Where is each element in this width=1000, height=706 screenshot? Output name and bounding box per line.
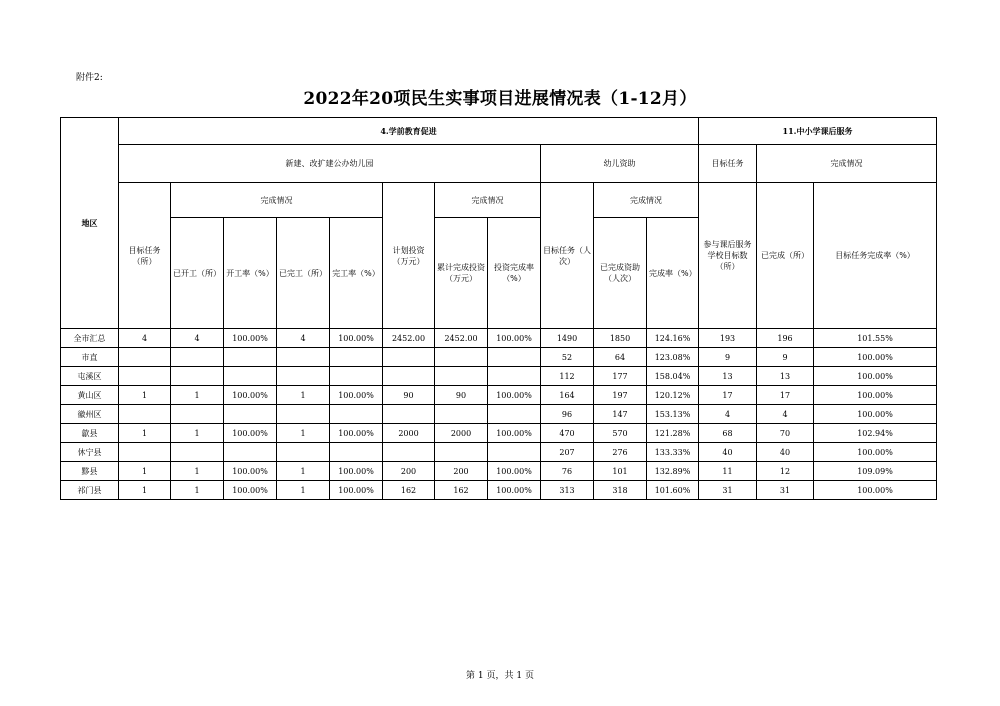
header-start-rate: 开工率（%） — [224, 218, 277, 329]
table-cell: 13 — [699, 367, 757, 386]
header-plan-invest: 计划投资（万元） — [383, 183, 435, 329]
table-cell: 100.00% — [330, 329, 383, 348]
table-cell: 318 — [594, 481, 647, 500]
table-cell — [383, 443, 435, 462]
table-cell: 40 — [757, 443, 814, 462]
table-cell: 1 — [119, 424, 171, 443]
table-cell: 120.12% — [647, 386, 699, 405]
table-cell: 153.13% — [647, 405, 699, 424]
cell-region: 黄山区 — [61, 386, 119, 405]
table-cell: 1850 — [594, 329, 647, 348]
table-cell — [488, 348, 541, 367]
table-cell: 124.16% — [647, 329, 699, 348]
cell-region: 徽州区 — [61, 405, 119, 424]
table-row — [61, 329, 937, 348]
header-finish-rate: 完工率（%） — [330, 218, 383, 329]
table-cell — [383, 348, 435, 367]
table-cell — [119, 367, 171, 386]
table-cell: 100.00% — [488, 424, 541, 443]
table-cell: 100.00% — [330, 481, 383, 500]
table-cell: 197 — [594, 386, 647, 405]
table-cell: 4 — [699, 405, 757, 424]
table-cell: 4 — [119, 329, 171, 348]
table-cell: 1 — [119, 462, 171, 481]
header-child-aid: 幼儿资助 — [541, 145, 699, 183]
table-cell — [330, 367, 383, 386]
table-cell — [277, 405, 330, 424]
cell-region: 休宁县 — [61, 443, 119, 462]
table-cell: 100.00% — [488, 481, 541, 500]
table-row — [61, 481, 937, 500]
header-region: 地区 — [61, 118, 119, 329]
table-cell — [171, 443, 224, 462]
table-cell: 2000 — [383, 424, 435, 443]
table-cell: 1 — [171, 481, 224, 500]
table-cell: 1 — [171, 424, 224, 443]
table-row — [61, 405, 937, 424]
table-cell — [435, 405, 488, 424]
table-cell: 133.33% — [647, 443, 699, 462]
table-cell: 52 — [541, 348, 594, 367]
table-cell — [330, 405, 383, 424]
table-cell — [488, 367, 541, 386]
page-title: 2022年20项民生实事项目进展情况表（1-12月） — [303, 89, 697, 109]
table-cell: 1 — [119, 481, 171, 500]
table-cell: 121.28% — [647, 424, 699, 443]
table-cell: 40 — [699, 443, 757, 462]
table-cell: 100.00% — [814, 367, 937, 386]
table-cell: 2000 — [435, 424, 488, 443]
table-cell: 276 — [594, 443, 647, 462]
table-cell — [277, 443, 330, 462]
header-kindergarten-target: 目标任务（所） — [119, 183, 171, 329]
table-cell — [435, 348, 488, 367]
table-cell — [224, 405, 277, 424]
header-group-preschool: 4.学前教育促进 — [119, 118, 699, 145]
table-cell: 100.00% — [814, 348, 937, 367]
table-cell: 100.00% — [814, 405, 937, 424]
table-row — [61, 348, 937, 367]
table-cell: 96 — [541, 405, 594, 424]
table-cell: 100.00% — [814, 443, 937, 462]
table-cell: 2452.00 — [435, 329, 488, 348]
table-cell — [171, 405, 224, 424]
table-row — [61, 367, 937, 386]
table-row — [61, 462, 937, 481]
table-row — [61, 443, 937, 462]
table-cell: 1 — [171, 386, 224, 405]
table-cell — [119, 348, 171, 367]
table-cell: 193 — [699, 329, 757, 348]
header-afterschool-target: 目标任务 — [699, 145, 757, 183]
table-cell: 100.00% — [330, 424, 383, 443]
table-cell — [488, 405, 541, 424]
table-cell: 200 — [435, 462, 488, 481]
header-aid-rate: 完成率（%） — [647, 218, 699, 329]
table-cell: 147 — [594, 405, 647, 424]
table-cell: 100.00% — [488, 462, 541, 481]
table-row — [61, 424, 937, 443]
table-cell — [488, 443, 541, 462]
table-cell — [435, 443, 488, 462]
table-cell: 17 — [699, 386, 757, 405]
table-cell: 68 — [699, 424, 757, 443]
table-cell: 470 — [541, 424, 594, 443]
table-cell: 4 — [171, 329, 224, 348]
table-cell: 100.00% — [488, 329, 541, 348]
cell-region: 祁门县 — [61, 481, 119, 500]
header-aid-target: 目标任务（人次） — [541, 183, 594, 329]
table-cell — [435, 367, 488, 386]
header-kindergarten: 新建、改扩建公办幼儿园 — [119, 145, 541, 183]
header-invest-done: 完成情况 — [435, 183, 541, 218]
table-cell — [224, 367, 277, 386]
table-cell: 11 — [699, 462, 757, 481]
table-cell: 100.00% — [224, 424, 277, 443]
table-cell: 9 — [699, 348, 757, 367]
table-cell: 31 — [699, 481, 757, 500]
table-cell: 112 — [541, 367, 594, 386]
table-cell — [224, 348, 277, 367]
table-cell: 100.00% — [488, 386, 541, 405]
table-cell — [330, 348, 383, 367]
table-cell: 100.00% — [330, 462, 383, 481]
header-kindergarten-done: 完成情况 — [171, 183, 383, 218]
attachment-label: 附件2: — [76, 73, 103, 83]
header-afterschool-done: 完成情况 — [757, 145, 937, 183]
table-cell — [277, 348, 330, 367]
table-cell: 1 — [277, 462, 330, 481]
header-started: 已开工（所） — [171, 218, 224, 329]
table-cell — [171, 367, 224, 386]
table-cell: 90 — [383, 386, 435, 405]
table-cell: 162 — [435, 481, 488, 500]
cell-region: 全市汇总 — [61, 329, 119, 348]
table-cell: 162 — [383, 481, 435, 500]
table-cell: 101.60% — [647, 481, 699, 500]
table-cell — [383, 367, 435, 386]
table-cell — [119, 405, 171, 424]
table-cell: 4 — [277, 329, 330, 348]
table-cell: 100.00% — [224, 481, 277, 500]
table-cell: 90 — [435, 386, 488, 405]
table-cell — [171, 348, 224, 367]
table-cell: 164 — [541, 386, 594, 405]
table-cell: 207 — [541, 443, 594, 462]
table-cell: 101.55% — [814, 329, 937, 348]
table-cell: 9 — [757, 348, 814, 367]
table-cell: 101 — [594, 462, 647, 481]
header-school-target: 参与课后服务学校目标数（所） — [699, 183, 757, 329]
table-cell: 13 — [757, 367, 814, 386]
table-cell: 177 — [594, 367, 647, 386]
header-school-rate: 目标任务完成率（%） — [814, 183, 937, 329]
table-cell — [224, 443, 277, 462]
table-cell: 123.08% — [647, 348, 699, 367]
table-cell: 12 — [757, 462, 814, 481]
cell-region: 市直 — [61, 348, 119, 367]
table-cell: 196 — [757, 329, 814, 348]
header-finished: 已完工（所） — [277, 218, 330, 329]
table-cell: 109.09% — [814, 462, 937, 481]
table-cell: 158.04% — [647, 367, 699, 386]
table-cell: 1 — [277, 424, 330, 443]
table-cell: 76 — [541, 462, 594, 481]
table-cell — [383, 405, 435, 424]
table-cell: 570 — [594, 424, 647, 443]
table-cell: 1 — [277, 386, 330, 405]
table-cell: 1490 — [541, 329, 594, 348]
table-cell: 100.00% — [814, 386, 937, 405]
table-cell — [330, 443, 383, 462]
page-footer: 第 1 页，共 1 页 — [466, 671, 534, 681]
table-cell: 100.00% — [224, 386, 277, 405]
table-cell: 31 — [757, 481, 814, 500]
cell-region: 歙县 — [61, 424, 119, 443]
table-cell — [119, 443, 171, 462]
table-row — [61, 386, 937, 405]
table-cell: 1 — [119, 386, 171, 405]
table-cell: 64 — [594, 348, 647, 367]
table-cell: 17 — [757, 386, 814, 405]
table-cell: 70 — [757, 424, 814, 443]
table-cell: 132.89% — [647, 462, 699, 481]
table-cell: 4 — [757, 405, 814, 424]
progress-table — [60, 117, 937, 500]
table-cell: 313 — [541, 481, 594, 500]
table-cell: 1 — [277, 481, 330, 500]
table-cell: 200 — [383, 462, 435, 481]
header-group-afterschool: 11.中小学课后服务 — [699, 118, 937, 145]
header-aid-done: 完成情况 — [594, 183, 699, 218]
table-cell — [277, 367, 330, 386]
table-cell: 102.94% — [814, 424, 937, 443]
cell-region: 屯溪区 — [61, 367, 119, 386]
header-aid-count: 已完成资助（人次） — [594, 218, 647, 329]
table-cell: 100.00% — [224, 462, 277, 481]
table-cell: 1 — [171, 462, 224, 481]
header-invest-rate: 投资完成率（%） — [488, 218, 541, 329]
table-cell: 100.00% — [224, 329, 277, 348]
table-cell: 100.00% — [814, 481, 937, 500]
table-cell: 2452.00 — [383, 329, 435, 348]
header-school-done: 已完成（所） — [757, 183, 814, 329]
header-cum-invest: 累计完成投资（万元） — [435, 218, 488, 329]
cell-region: 黟县 — [61, 462, 119, 481]
table-cell: 100.00% — [330, 386, 383, 405]
